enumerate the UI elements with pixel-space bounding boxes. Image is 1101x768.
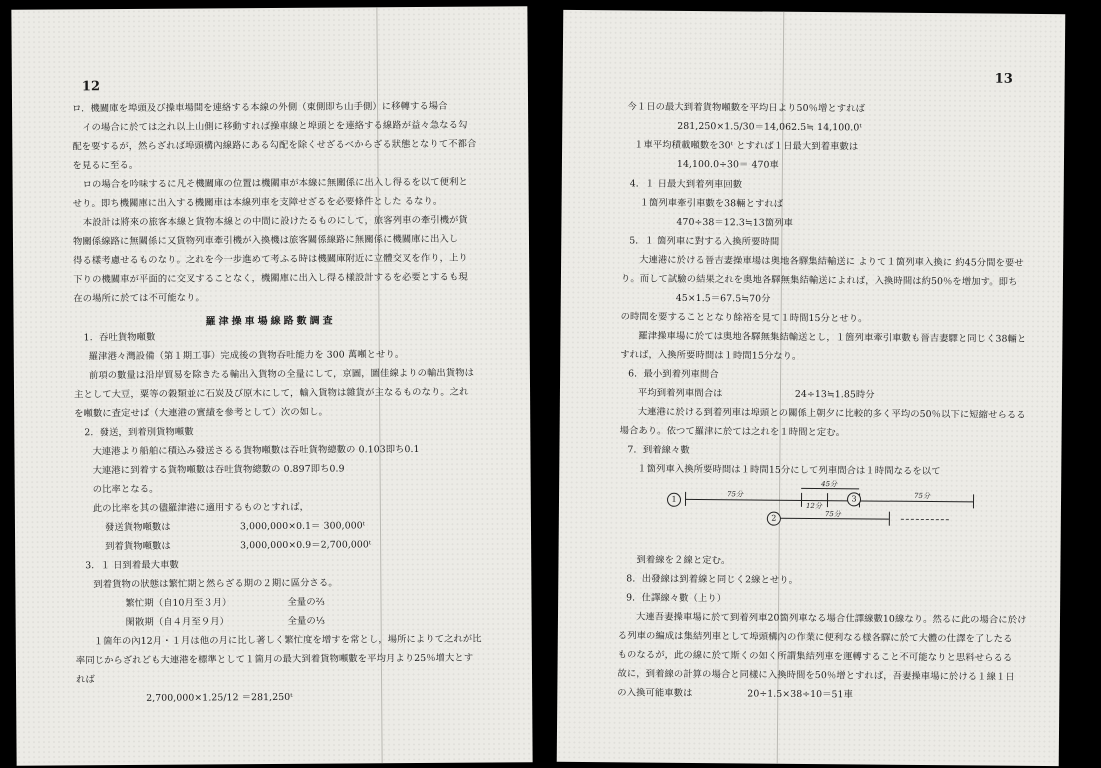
text-line: 6．最小到着列車間合 <box>628 368 719 381</box>
text-line: 到着貨物の狀態は繁忙期と然らざる期の２期に區分さる。 <box>93 577 338 591</box>
text-line: 場合あり。依つて羅津に於ては之れを１時間と定む。 <box>619 425 846 439</box>
text-line: れば <box>76 674 95 686</box>
text-line: すれば，入換所要時間は１時間15分なり。 <box>620 349 802 362</box>
text-line: ロ．機關庫を埠頭及び操車場間を連絡する本線の外側（東側即ち山手側）に移轉する場合 <box>72 100 448 115</box>
text-line: 大連港に於ける晉吉妻操車場は奥地各驛集結輸送に よりて１箇列車入換に 約45分間を要せ <box>639 254 1024 269</box>
diagram-label: 75分 <box>914 491 931 501</box>
text-line: 3．１ 日到着最大車數 <box>85 559 179 572</box>
diagram-label: 45分 <box>821 480 838 489</box>
diagram-label: 12分 <box>805 501 822 511</box>
text-line: 物關係線路に無關係に又貨物列車牽引機が入換機は旅客關係線路に無關係に機關庫に出入し <box>72 233 459 248</box>
text-line: １箇年の內12月・１月は他の月に比し著しく繁忙度を增すを常とし，場所によりて之れが比 <box>93 633 482 648</box>
text-line: 今１日の最大到着貨物噸數を平均日より50％增とすれば <box>627 101 866 115</box>
text-line: 大連港に到着する貨物噸數は吞吐貨物總數の 0.897即ち0.9 <box>92 463 345 477</box>
diagram-tick <box>827 493 828 507</box>
text-line: 24÷13≒1.85時分 <box>794 388 875 401</box>
diagram-label: 75分 <box>727 490 744 499</box>
diagram-node: 2 <box>767 512 781 526</box>
diagram-tick <box>889 512 890 526</box>
text-line: 得る樣考慮せるものなり。之れを今一步進めて考ふる時は機關庫附近に立體交叉を作り，上り <box>73 252 468 267</box>
right-page <box>557 10 1066 766</box>
text-line: 470÷38＝12.3≒13箇列車 <box>676 216 794 229</box>
text-line: 2．發送，到着別貨物噸數 <box>84 426 194 439</box>
diagram-label: 75分 <box>824 510 841 519</box>
text-line: 1．吞吐貨物噸數 <box>83 331 156 344</box>
text-line: ロの場合を吟味するに凡そ機關庫の位置は機關車が本線に無關係に出入し得るを以て便利と <box>82 176 468 191</box>
text-line: せり。即ち機關庫に出入する機關車は本線列車を支障せざるを必要條件とした るなり。 <box>72 195 443 210</box>
text-line: 20÷1.5×38÷10＝51車 <box>747 688 854 701</box>
page-number: 13 <box>994 71 1013 87</box>
text-line: 配を要するが，然らざれば埠頭構內線路にある勾配を除くせざるべからざる狀態となりて不都合 <box>72 138 477 153</box>
text-line: 閑散期（自４月至９月） <box>125 616 230 629</box>
text-line: の入換可能車數は <box>617 687 693 699</box>
text-line: １箇列車入換所要時間は１時間15分にして列車間合は１時間なるを以て <box>637 463 941 478</box>
text-line: の時間を要することとなり餘裕を見て１時間15分とせり。 <box>620 311 868 325</box>
text-line: を噸數に査定せば（大連港の實績を參考として）次の如し。 <box>74 406 328 420</box>
page-number: 12 <box>81 79 101 95</box>
text-line: 3,000,000×0.1＝ 300,000ᵗ <box>239 520 366 533</box>
left-page <box>11 6 532 766</box>
text-line: 5．１ 箇列車に對する入換所要時間 <box>629 235 780 248</box>
text-line: 發送貨物噸數は <box>104 521 171 534</box>
text-line: 大連港に於ける到着列車は埠頭との關係上朝夕に比較的多く平均の50％以下に短縮せらるる <box>637 406 1026 421</box>
text-line: 繁忙期（自10月至３月） <box>125 597 232 610</box>
text-line: 本設計は將來の旅客本線と貨物本線との中間に設けたるものにして，旅客列車の牽引機が貨 <box>82 214 468 229</box>
text-line: 下りの機關車が平面的に交叉することなく，機關庫に出入し得る樣設計するを必要とするも現 <box>73 271 468 286</box>
diagram-node: 1 <box>667 493 681 507</box>
text-line: 4．１ 日最大到着列車回數 <box>629 178 743 191</box>
text-line: を見るに至る。 <box>72 159 139 172</box>
text-line: 9．仕譯線々數（上り） <box>626 592 727 605</box>
text-line: 7．到着線々數 <box>627 444 690 456</box>
text-line: 主として大豆，粟等の穀類並に石炭及び原木にして，輸入貨物は雜貨が主なるものなり。之れ <box>74 386 469 401</box>
text-line: 率同じからざれども大連港を標準として１箇月の最大到着貨物噸數を平均月より25％增大とす <box>75 652 474 667</box>
text-line: 到着貨物噸數は <box>105 540 171 553</box>
text-line: 281,250×1.5/30＝14,062.5≒ 14,100.0ᵗ <box>677 120 862 134</box>
text-line: 大連港より船舶に積込み發送さるる貨物噸數は吞吐貨物總數の 0.103即ち0.1 <box>92 443 420 458</box>
text-line: 羅津港々灣設備（第１期工事）完成後の貨物吞吐能力を 300 萬噸とせり。 <box>88 349 405 363</box>
text-line: 前項の數量は沿岸貿易を除きたる輸出入貨物の全量にして，京圖，圖佳線よりの輸出貨物は <box>88 367 475 382</box>
text-line: る列車の編成は集結列車として埠頭構內の作業に便利なる様各驛に於て大體の仕譯を了したる <box>617 630 1013 645</box>
text-line: り。而して試驗の結果之れを奥地各驛無集結輸送によれば，入換時間は約50％を增加す。即ち <box>620 273 1018 288</box>
text-line: 14,100.0÷30＝ 470車 <box>676 158 780 171</box>
text-line: １箇列車牽引車數を38輛とすれば <box>639 197 784 210</box>
text-line: 在の場所に於ては不可能なり。 <box>73 292 205 305</box>
text-line: イの場合に於ては之れ以上山側に移動すれば操車線と埠頭とを連絡する線路が益々急なる勾 <box>82 119 468 134</box>
diagram-tick <box>973 494 974 508</box>
text-line: 全量の⅓ <box>287 615 325 627</box>
text-line: 大連吾妻操車場に於て到着列車20箇列車なる場合仕譯線數10線なり。然るに此の場合に於け <box>635 611 1027 626</box>
text-line: 3,000,000×0.9＝2,700,000ᵗ <box>240 539 372 552</box>
text-line: ものなるが，此の線に於て斯くの如く所謂集結列車を運轉すること不可能なりと思料せらるる <box>617 649 1013 664</box>
section-heading: 羅津操車場線路數調査 <box>205 315 336 328</box>
diagram-tick <box>685 492 686 506</box>
text-line: 2,700,000×1.25/12 ＝281,250ᵗ <box>146 691 293 704</box>
diagram-dashed-line <box>901 519 949 520</box>
text-line: 平均到着列車間合は <box>637 387 723 400</box>
diagram-node: 3 <box>847 492 861 506</box>
text-line: 8．出發線は到着線と同じく2線とせり。 <box>626 573 799 586</box>
text-line: の比率となる。 <box>92 483 159 496</box>
text-line: 到着線を２線と定む。 <box>636 554 731 567</box>
text-line: 故に，到着線の計算の場合と同樣に入換時間を50％增とすれば，吾妻操車場に於ける１線１日 <box>617 668 1015 683</box>
diagram-tick <box>801 493 802 507</box>
text-line: 羅津操車場に於ては奥地各驛無集結輸送とし，１箇列車牽引車數も晉吉妻驛と同じく38輛と <box>638 330 1027 345</box>
text-line: 全量の⅔ <box>287 596 325 608</box>
text-line: １車平均積載噸數を30ᵗ とすれば１日最大到着車數は <box>634 139 859 153</box>
text-line: 45×1.5＝67.5≒70分 <box>675 292 771 305</box>
text-line: 此の比率を其の儘羅津港に適用するものとすれば， <box>92 501 310 515</box>
